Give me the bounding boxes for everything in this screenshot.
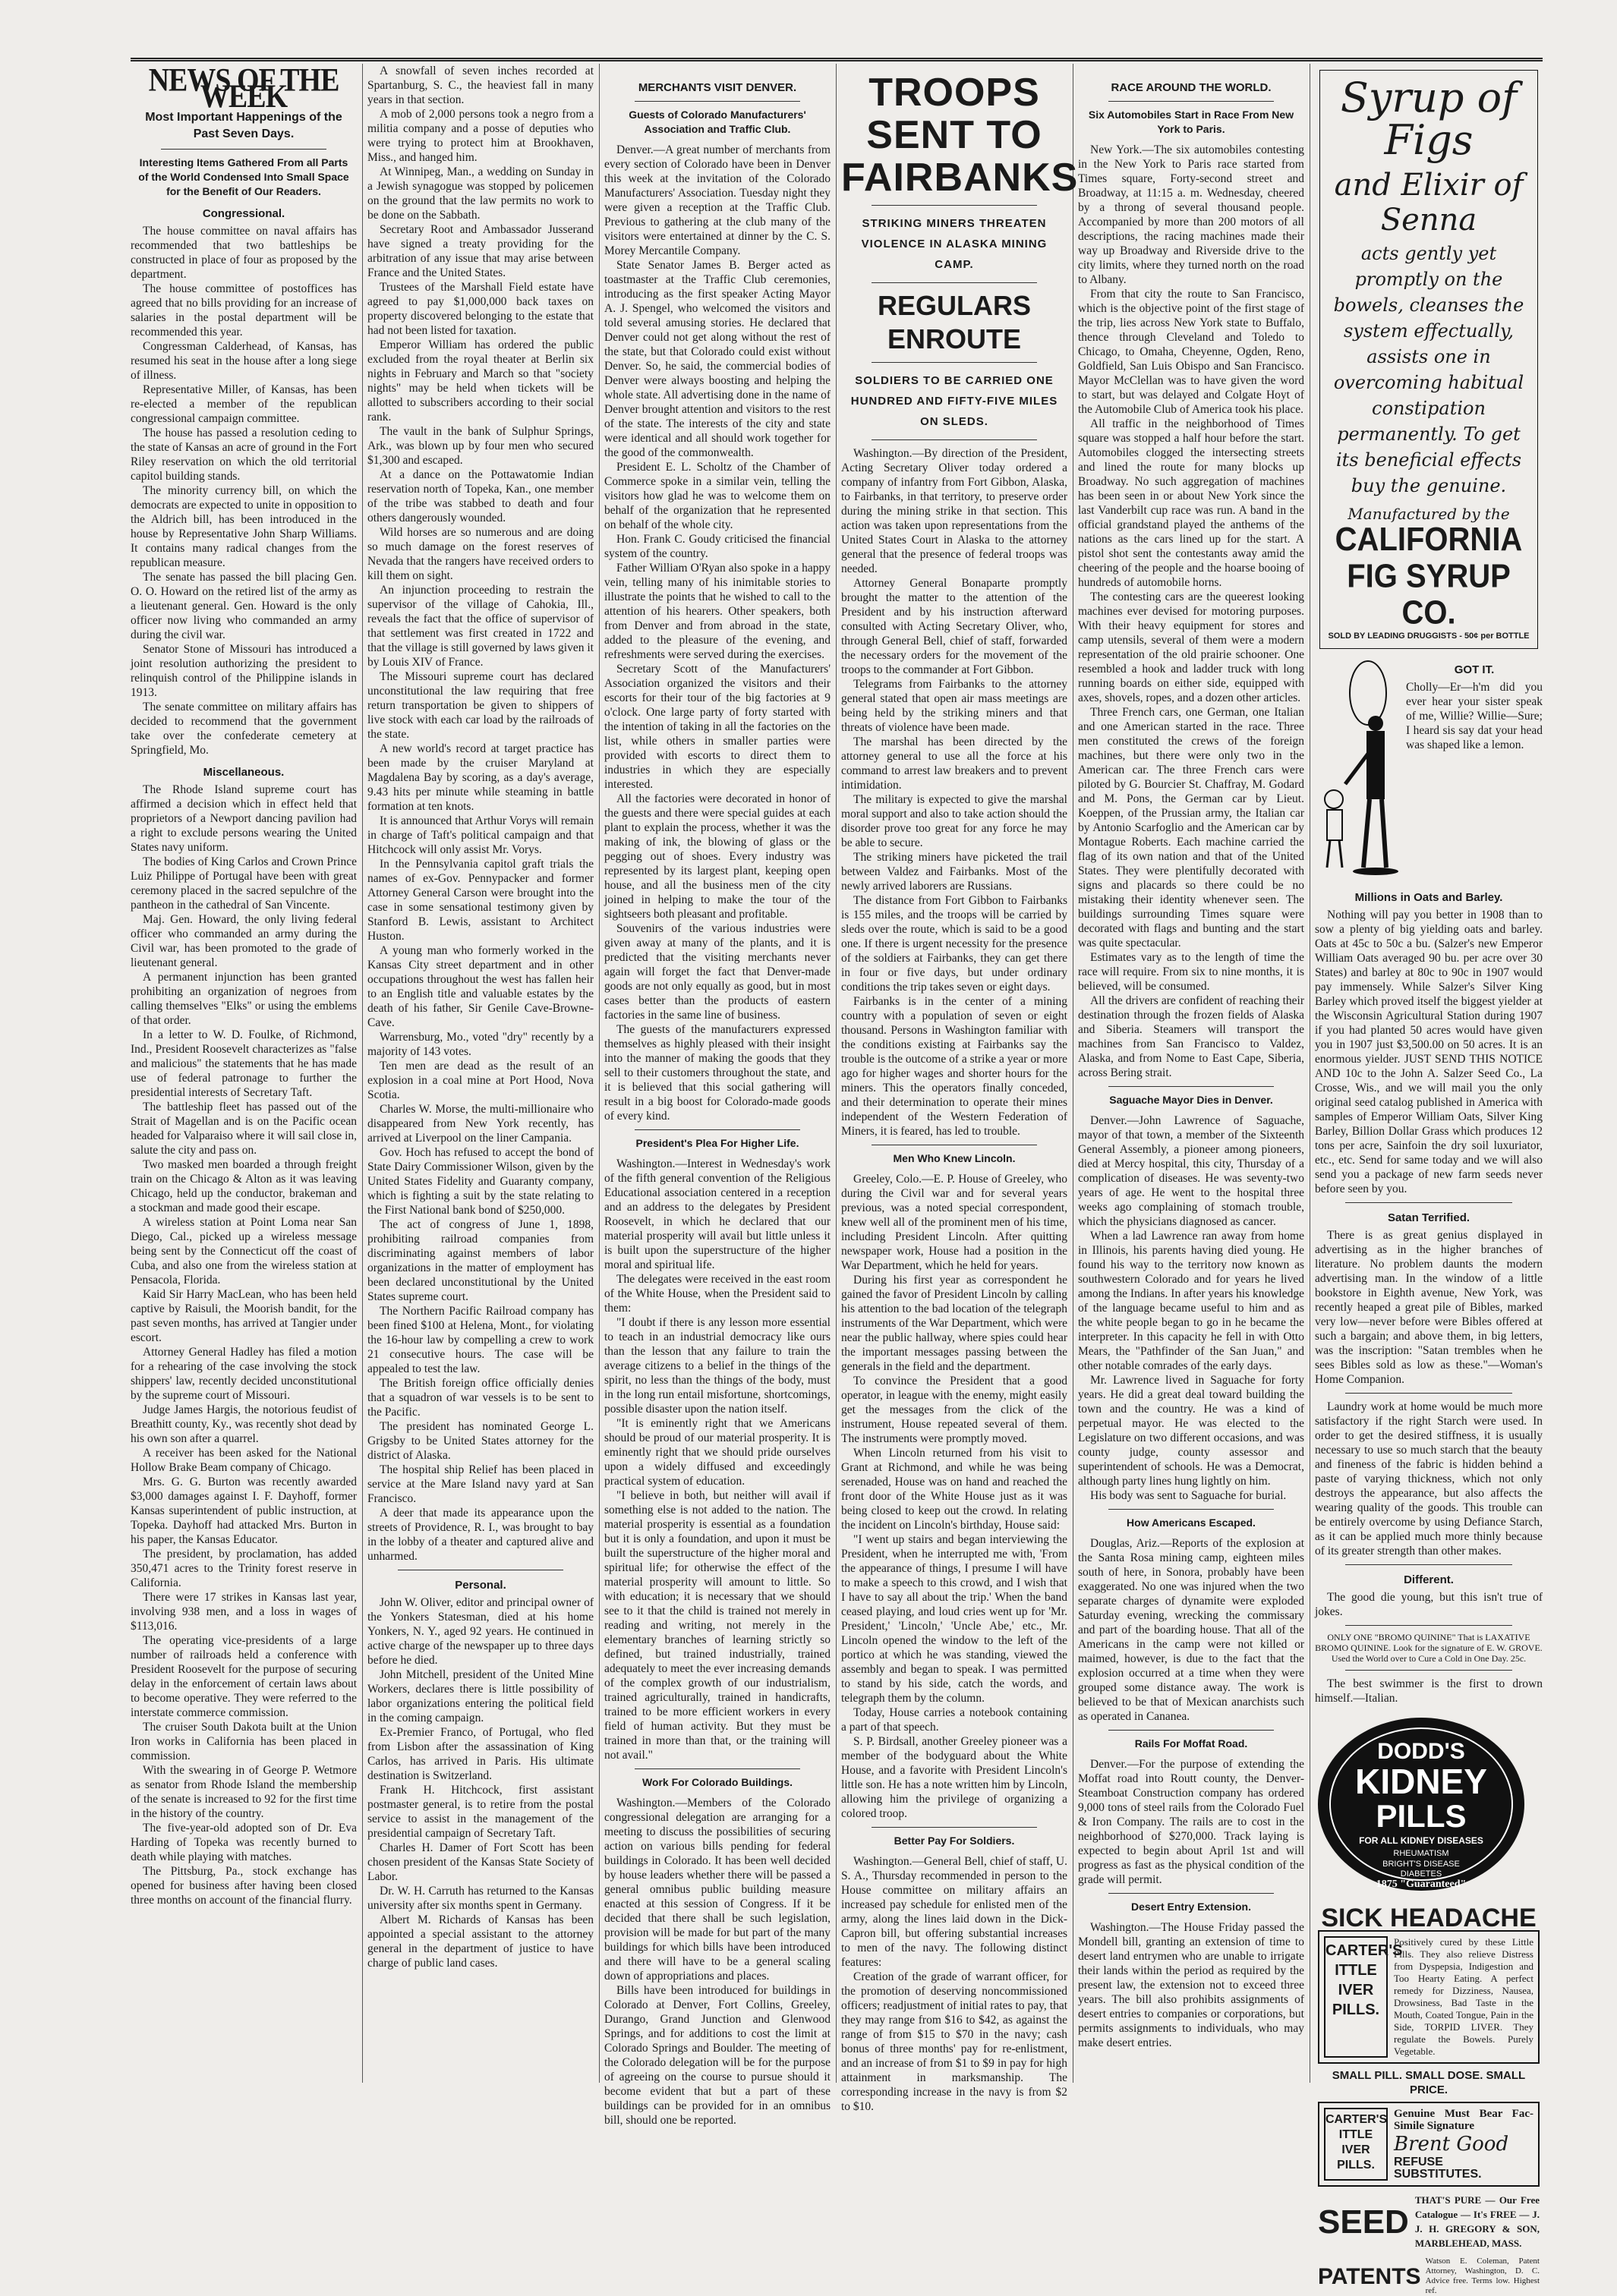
column-advertisements bbox=[1315, 64, 1543, 2295]
article-paragraph: To convince the President that a good operator, in league with the enemy, might easily get the messages from the click of the instrument, House repeated several of them. The instruments were promptly moved. bbox=[841, 1375, 1067, 1445]
divider bbox=[872, 439, 1037, 440]
divider bbox=[872, 205, 1037, 206]
article-paragraph: Albert M. Richards of Kansas has been appointed a special assistant to the attorney general in the department of justice to have charge of public land cases. bbox=[367, 1913, 594, 1970]
column-rule bbox=[599, 64, 600, 2083]
divider bbox=[872, 1827, 1037, 1828]
divider bbox=[1108, 1509, 1274, 1510]
ad-body: Manufactured by the bbox=[1348, 505, 1510, 523]
article-paragraph: Frank H. Hitchcock, first assistant postmaster general, is to retire from the postal service to assist in the management of the presidential campaign of Secretary Taft. bbox=[367, 1784, 594, 1840]
article-subhead: Guests of Colorado Manufacturers' Association and Traffic Club. bbox=[629, 109, 806, 135]
article-paragraph: Charles W. Morse, the multi-millionaire who disappeared from New York recently, has arrived at Liverpool on the liner Campania. bbox=[367, 1103, 594, 1145]
divider bbox=[635, 1129, 800, 1130]
article-paragraph: Three French cars, one German, one Italian and one American started in the race. Three men constituted the crews of the foreign machines, but there were only two in the American car. The three French cars were piloted by G. Bourcier St. Chaffray, M. Godard and M. Pons, the German car by Lieut. Koeppen, of the Prussian army, the Italian car by Antonio Scarfoglio and the American car by Montague Roberts. Each machine carried the flag of its own nation and that of the United States. They were plentifully decorated with signs and placards so there could be no mistaking their identity whenever seen. The buildings surrounding Times square were decorated with flags and bunting and the start was quite spectacular. bbox=[1078, 706, 1304, 950]
article-paragraph: Two masked men boarded a through freight train on the Chicago & Alton as it was leaving Chicago, held up the conductor, brakeman and a stockman and made good their escape. bbox=[131, 1158, 357, 1214]
article-paragraph: The president has nominated George L. Grigsby to be United States attorney for the district of Alaska. bbox=[367, 1420, 594, 1462]
article-paragraph: Emperor William has ordered the public excluded from the royal theater at Berlin six nights in February and March so that "society nights" may be held when tickets will be allotted to subscribers according to their social rank. bbox=[367, 339, 594, 424]
top-rule bbox=[131, 58, 1543, 61]
article-paragraph: John W. Oliver, editor and principal owner of the Yonkers Statesman, died at his home Yonkers, N. Y., aged 92 years. He continued in active charge of the newspaper up to three days before he died. bbox=[367, 1596, 594, 1667]
article-paragraph: The senate has passed the bill placing Gen. O. O. Howard on the retired list of the army as a lieutenant general. Gen. Howard is the only officer now living who commanded an army during the civil war. bbox=[131, 571, 357, 641]
sick-headache-ad-title: SICK HEADACHE bbox=[1321, 1904, 1537, 1932]
divider bbox=[635, 1768, 800, 1769]
article-paragraph: Greeley, Colo.—E. P. House of Greeley, who during the Civil war and for several years previous, was a noted special correspondent, knew well all of the prominent men of his time, including President Lincoln. After quitting newspaper work, House had a position in the War Department, which he held for years. bbox=[841, 1173, 1067, 1272]
ad-title: and Elixir of Senna bbox=[1334, 168, 1524, 238]
divider bbox=[1345, 1393, 1512, 1394]
article-paragraph: "It is eminently right that we Americans should be proud of our material prosperity. It is eminently right that we should pride ourselves upon a widely diffused and exceedingly practical system of education. bbox=[604, 1417, 831, 1488]
article-paragraph: A receiver has been asked for the National Hollow Brake Beam company of Chicago. bbox=[131, 1447, 357, 1474]
article-paragraph: The British foreign office officially denies that a squadron of war vessels is to be sent to the Pacific. bbox=[367, 1377, 594, 1419]
article-paragraph: A permanent injunction has been granted prohibiting an organization of negroes from calling themselves "Elks" or using the emblems of that order. bbox=[131, 971, 357, 1027]
article-paragraph: The hospital ship Relief has been placed in service at the Mare Island navy yard at San Francisco. bbox=[367, 1463, 594, 1505]
article-paragraph: The Northern Pacific Railroad company has been fined $100 at Helena, Mont., for violating the 16-hour law by compelling a crew to work 21 consecutive hours. The case will be appealed to test the law. bbox=[367, 1305, 594, 1375]
carters-pills-ad bbox=[1318, 1930, 1540, 2064]
article-paragraph: The marshal has been directed by the attorney general to use all the force at his command to arrest law breakers and to prevent intimidation. bbox=[841, 735, 1067, 792]
article-headline: Better Pay For Soldiers. bbox=[894, 1835, 1015, 1847]
article-paragraph: The distance from Fort Gibbon to Fairbanks is 155 miles, and the troops will be carried by sleds over the route, which is said to be a good one. If there is urgent necessity for the presence of the soldiers at Fairbanks, they can get there in four or five days, but under ordinary conditions the trip takes seven or eight days. bbox=[841, 894, 1067, 994]
article-paragraph: A snowfall of seven inches recorded at Spartanburg, S. C., the heaviest fall in many years in that section. bbox=[367, 65, 594, 106]
article-headline: Millions in Oats and Barley. bbox=[1354, 891, 1503, 904]
article-paragraph: Washington.—By direction of the President, Acting Secretary Oliver today ordered a company of infantry from Fort Gibbon, Alaska, to Fairbanks, in that territory, to preserve order during the mining strike in that section. This action was taken upon representations from the United States Court in Alaska to the attorney general that the presence of federal troops was needed. bbox=[841, 447, 1067, 575]
article-paragraph: "I went up stairs and began interviewing the President, when he interrupted me with, 'From the appearance of things, I presume I will have to make a speech to this crowd, and I wish that I have to say all about the trip.' When the band ceased playing, and loud cries went up for 'Mr. President,' 'Lincoln,' 'Uncle Abe,' etc., Mr. Lincoln opened the window to the left of the portico at which he was standing, viewed the assembly and began to speak. I was permitted to stand by his side, catch the words, and telegraph them by the column. bbox=[841, 1533, 1067, 1705]
article-paragraph: Kaid Sir Harry MacLean, who has been held captive by Raisuli, the Moorish bandit, for the past seven months, has arrived at Tangier under escort. bbox=[131, 1288, 357, 1344]
article-paragraph: The act of congress of June 1, 1898, prohibiting railroad companies from discriminating against members of labor organizations in the matter of employment has been declared unconstitutional by the United States supreme court. bbox=[367, 1218, 594, 1303]
newspaper-page bbox=[131, 49, 1543, 2295]
article-paragraph: Charles H. Damer of Fort Scott has been chosen president of the Kansas State Society of Labor. bbox=[367, 1841, 594, 1883]
article-paragraph: Secretary Scott of the Manufacturers' Association organized the visitors and their escorts for their tour of the big factories at 9 o'clock. One large party of forty started with the intention of taking in all the factories on the list, while others in smaller parties were provided with escorts to direct them to industries in which they are especially interested. bbox=[604, 663, 831, 791]
dodds-kidney-pills-ad bbox=[1315, 1713, 1527, 1895]
article-paragraph: Trustees of the Marshall Field estate have agreed to pay $1,000,000 back taxes on property discovered belonging to the estate that had not been listed for taxation. bbox=[367, 281, 594, 337]
divider bbox=[1108, 101, 1274, 102]
patents-ad bbox=[1318, 2257, 1540, 2296]
carters-logo: CARTER'S ITTLE IVER PILLS. bbox=[1324, 1936, 1388, 2058]
article-paragraph: Maj. Gen. Howard, the only living federal officer who commanded an army during the Civil war, has been promoted to the grade of lieutenant general. bbox=[131, 913, 357, 969]
article-paragraph: All the drivers are confident of reaching their destination through the frozen fields of Alaska and Siberia. Steamers will transport the machines from San Francisco to Valdez, Alaska, and from Nome to East Cape, Siberia, across Bering strait. bbox=[1078, 994, 1304, 1079]
article-subhead: Six Automobiles Start in Race From New York to Paris. bbox=[1088, 109, 1294, 135]
article-paragraph: A young man who formerly worked in the Kansas City street department and in other occupations throughout the west has fallen heir to an English title and valuable estates by the death of his father, Sir Genile Cave-Browne-Cave. bbox=[367, 944, 594, 1029]
section-heading: Congressional. bbox=[202, 207, 285, 220]
article-paragraph: The house has passed a resolution ceding to the state of Kansas an acre of ground in the Fort Riley reservation on which the old territorial capitol building stands. bbox=[131, 427, 357, 483]
article-paragraph: Laundry work at home would be much more satisfactory if the right Starch were used. In order to get the desired stiffness, it is usually necessary to use so much starch that the beauty and fineness of the fabric is hidden behind a paste of varying thickness, which not only destroys the appearance, but also affects the wearing quality of the goods. This trouble can be entirely overcome by using Defiance Starch, as it can be applied much more thinly because of its greater strength than other makes. bbox=[1315, 1400, 1543, 1557]
article-headline: Desert Entry Extension. bbox=[1131, 1901, 1251, 1913]
article-headline: Men Who Knew Lincoln. bbox=[893, 1152, 1016, 1164]
article-paragraph: All traffic in the neighborhood of Times square was stopped a half hour before the start. Automobiles clogged the intersecting streets and lined the route for many blocks up Broadway. No such aggregation of machines has been seen in or about New York since the last Vanderbilt cup race was run. A band in the official grandstand played the anthems of the nations as the cars lined up for the start. A pistol shot sent the contestants away amid the cheering of the people and the hoarse booing of hundreds of automobile horns. bbox=[1078, 417, 1304, 589]
article-paragraph: Denver.—John Lawrence of Saguache, mayor of that town, a member of the Sixteenth General Assembly, a pioneer among pioneers, died at Mercy hospital, this city, Thursday of a complication of diseases. He was seventy-two years of age. He went to the hospital three weeks ago complaining of stomach trouble, which the physicians diagnosed as cancer. bbox=[1078, 1114, 1304, 1228]
article-paragraph: Ten men are dead as the result of an explosion in a coal mine at Port Hood, Nova Scotia. bbox=[367, 1060, 594, 1101]
divider bbox=[1345, 1564, 1512, 1565]
article-paragraph: Attorney General Hadley has filed a motion for a rehearing of the case involving the stock shippers' law, recently decided unconstitutional by the supreme court of Missouri. bbox=[131, 1346, 357, 1402]
divider bbox=[872, 362, 1037, 363]
article-paragraph: Washington.—Members of the Colorado congressional delegation are arranging for a meeting to discuss the possibilities of securing action on various bills pending for federal buildings in Colorado. It has been well decided by house leaders whether there will be passed a general omnibus public building measure enacted at this session of Congress. If it be decided that there shall be such legislation, provision will be made for but part of the many buildings for which bills have been introduced and there will have to be a general scaling down of appropriations and places. bbox=[604, 1797, 831, 1983]
article-paragraph: Secretary Root and Ambassador Jusserand have signed a treaty providing for the arbitration of any issue that may arise between France and the United States. bbox=[367, 223, 594, 279]
carters-signature-ad bbox=[1318, 2102, 1540, 2187]
article-paragraph: When a lad Lawrence ran away from home in Illinois, his parents having died young. He found his way to the territory now known as southwestern Colorado and for years he lived among the Indians. In after years his knowledge of the language became useful to him and as the white people began to go in he became the interpreter. In this capacity he fell in with Otto Mears, the "Pathfinder of the San Juan," and other notable comrades of the early days. bbox=[1078, 1230, 1304, 1372]
article-paragraph: Estimates vary as to the length of time the race will require. From six to nine months, it is believed, will be consumed. bbox=[1078, 951, 1304, 993]
article-paragraph: Souvenirs of the various industries were given away at many of the plants, and it is predicted that the visiting merchants never again will forget the fact that Denver-made goods are not only equally as good, but in most cases better than the products of eastern factories in the same line of business. bbox=[604, 922, 831, 1022]
column-5 bbox=[1078, 64, 1304, 2083]
article-headline: Saguache Mayor Dies in Denver. bbox=[1109, 1094, 1273, 1106]
refuse-text: REFUSE SUBSTITUTES. bbox=[1394, 2156, 1482, 2181]
ad-title: Syrup of Figs bbox=[1340, 74, 1518, 164]
article-paragraph: Representative Miller, of Kansas, has been re-elected a member of the republican congressional campaign committee. bbox=[131, 383, 357, 425]
article-paragraph: State Senator James B. Berger acted as toastmaster at the Traffic Club ceremonies, introducing as the first speaker Acting Mayor A. J. Spengel, who welcomed the visitors and told several amusing stories. He declared that Denver could not get along without the rest of the state, but that Colorado could exist without Denver. So, he said, the commercial bodies of Denver were always boosting and helping the whole state. All advertising done in the name of Denver brought attention and visitors to the rest of the state. The interests of the city and state were identical and all should work together for the good of the commonwealth. bbox=[604, 259, 831, 459]
article-paragraph: The guests of the manufacturers expressed themselves as highly pleased with their insight into the manner of making the goods that they sell to their customers throughout the state, and it is believed that this social gathering will result in a big boost for Colorado-made goods of every kind. bbox=[604, 1023, 831, 1123]
cartoon-caption: Cholly—Er—h'm did you ever hear your sister speak of me, Willie? Willie—Sure; I heard sis say dat your head was shaped like a lemon. bbox=[1406, 681, 1543, 751]
article-paragraph: Mr. Lawrence lived in Saguache for forty years. He did a great deal toward building the town and the country. He was a kind of perpetual mayor. He was elected to the Legislature on two different occasions, and was county judge, county assessor and superintendent of schools. He was a Democrat, although party lines hung lightly on him. bbox=[1078, 1374, 1304, 1488]
seed-ad bbox=[1318, 2193, 1540, 2250]
article-paragraph: His body was sent to Saguache for burial. bbox=[1090, 1489, 1287, 1502]
article-subhead: SOLDIERS TO BE CARRIED ONE HUNDRED AND FIFTY-FIVE MILES ON SLEDS. bbox=[850, 374, 1058, 428]
article-paragraph: It is announced that Arthur Vorys will remain in charge of Taft's political campaign and that Hitchcock will only assist Mr. Vorys. bbox=[367, 814, 594, 856]
divider bbox=[872, 282, 1037, 283]
article-paragraph: The house committee on naval affairs has recommended that two battleships be constructed in place of four as proposed by the department. bbox=[131, 225, 357, 281]
article-paragraph: With the swearing in of George P. Wetmore as senator from Rhode Island the membership of the senate is increased to 92 for the first time in the history of the country. bbox=[131, 1764, 357, 1820]
article-headline: RACE AROUND THE WORLD. bbox=[1111, 81, 1272, 94]
cartoon-title: GOT IT. bbox=[1454, 663, 1495, 676]
cartoon-illustration-icon bbox=[1315, 655, 1406, 883]
dodds-brand: DODD'S bbox=[1377, 1739, 1465, 1764]
article-paragraph: Warrensburg, Mo., voted "dry" recently by a majority of 143 votes. bbox=[367, 1031, 594, 1058]
article-paragraph: In the Pennsylvania capitol graft trials the names of ex-Gov. Pennypacker and former Attorney General Carson were brought into the case in some sensational testimony given by Stanford B. Lewis, assistant to Architect Huston. bbox=[367, 858, 594, 943]
article-headline: How Americans Escaped. bbox=[1127, 1516, 1256, 1529]
article-paragraph: The cruiser South Dakota built at the Union Iron works in California has been placed in commission. bbox=[131, 1721, 357, 1762]
signature: Brent Good bbox=[1394, 2133, 1509, 2156]
article-paragraph: "I believe in both, but neither will avail if something else is not added to the nation. The material prosperity is essential as a foundation but it is only a foundation, and upon it must be built the superstructure of the higher moral and spiritual life; for otherwise the effect of the material prosperity will amount to little. So with education; it is necessary that we should see to it that the child is trained not merely in reading and writing, not merely in the elementary branches of learning strictly so defined, but trained industrially, trained adequately to meet the ever increasing demands of the complex growth of our industrialism, trained agriculturally, trained in handicrafts, trained to be more efficient workers in every field of human activity. But they must be trained in more than that, or the training will not avail." bbox=[604, 1489, 831, 1762]
article-paragraph: Douglas, Ariz.—Reports of the explosion at the Santa Rosa mining camp, eighteen miles south of here, in Sonora, probably have been exaggerated. No one was injured when the two separate charges of dynamite were exploded Saturday evening, wrecking the commissary and part of the boarding house. That all of the Americans in the camp were not killed or maimed, however, is due to the fact that the explosion occurred at a time when they were grouped some distance away. The work is believed to be that of Mexican anarchists such as operated in Cananea. bbox=[1078, 1537, 1304, 1723]
dodds-kidney-label: KIDNEY bbox=[1355, 1762, 1487, 1801]
divider bbox=[1345, 1670, 1512, 1671]
article-paragraph: John Mitchell, president of the United Mine Workers, declares there is little possibility of labor organizations entering the political field in the coming campaign. bbox=[367, 1668, 594, 1724]
dodds-guarantee: 1875 "Guaranteed" bbox=[1376, 1879, 1467, 1890]
divider bbox=[1108, 1730, 1274, 1731]
article-paragraph: Dr. W. H. Carruth has returned to the Kansas university after six months spent in Germany. bbox=[367, 1885, 594, 1912]
article-paragraph: An injunction proceeding to restrain the supervisor of the village of Cahokia, Ill., reveals the fact that the office of supervisor of that settlement was first created in 1722 and that the village is still governed by laws given it by Louis XIV of France. bbox=[367, 584, 594, 669]
divider bbox=[1345, 1625, 1512, 1626]
article-paragraph: Wild horses are so numerous and are doing so much damage on the forest reserves of Nevada that the rangers have received orders to kill them on sight. bbox=[367, 526, 594, 582]
article-paragraph: At a dance on the Pottawatomie Indian reservation north of Topeka, Kan., one member of the tribe was stabbed to death and four others dangerously wounded. bbox=[367, 468, 594, 524]
deck: Interesting Items Gathered From all Parts of the World Condensed Into Small Space for the Benefit of Our Readers. bbox=[138, 156, 349, 197]
article-paragraph: The striking miners have picketed the trail between Valdez and Fairbanks. Most of the newly arrived laborers are Russians. bbox=[841, 851, 1067, 893]
article-paragraph: The house committee of postoffices has agreed that no bills providing for an increase of salaries in the postal department will be recommended this year. bbox=[131, 282, 357, 339]
column-3 bbox=[604, 64, 831, 2127]
article-headline: President's Plea For Higher Life. bbox=[635, 1137, 799, 1149]
article-paragraph: The senate committee on military affairs has decided to recommend that the government take over the confederate cemetery at Springfield, Mo. bbox=[131, 701, 357, 757]
seed-title: SEED bbox=[1318, 2203, 1409, 2241]
article-paragraph: Senator Stone of Missouri has introduced a joint resolution authorizing the president to relinquish control of the Philippine islands in 1913. bbox=[131, 643, 357, 699]
article-paragraph: Nothing will pay you better in 1908 than to sow a plenty of big yielding oats and barley. Oats at 45c to 50c a bu. (Salzer's new Emperor William Oats averaged 90 bu. per acre over 30 States) and barley at 80c to 90c in 1907 would pay immensely. While Salzer's Silver King Barley which proved itself the biggest yielder at the Wisconsin Agricultural Station during 1907 if you had planted 50 acres would have given you in 1907 just $3,500.00 on 50 acres. It is an enormous yielder. JUST SEND THIS NOTICE AND 10c to the John A. Salzer Seed Co., La Crosse, Wis., and we will mail you the only original seed catalog published in America with samples of Emperor William Oats, Silver King Barley, Billion Dollar Grass which produces 12 tons per acre, Sainfoin the dry soil luxuriator, etc., etc. Send for same today and we will also send you a package of new farm seeds never before seen by you. bbox=[1315, 909, 1543, 1195]
article-paragraph: The good die young, but this isn't true of jokes. bbox=[1315, 1591, 1543, 1618]
article-paragraph: A new world's record at target practice has been made by the cruiser Maryland at Magdalena Bay by scoring, as a day's average, 9.43 hits per minute while steaming in battle formation at ten knots. bbox=[367, 742, 594, 813]
section-heading: Miscellaneous. bbox=[203, 766, 285, 779]
article-paragraph: The contesting cars are the queerest looking machines ever devised for motoring purposes. With their heavy equipment for stores and camp utensils, several of them were a modern representation of the old prairie schooner. One resembled a hook and ladder truck with long running boards on either side, equipped with axes, shovels, ropes, and a dozen other articles. bbox=[1078, 591, 1304, 704]
article-paragraph: Gov. Hoch has refused to accept the bond of State Dairy Commissioner Wilson, given by the United States Fidelity and Guaranty company, which is fighting a suit by the state relating to the First National bank bond of $250,000. bbox=[367, 1146, 594, 1217]
article-headline: MERCHANTS VISIT DENVER. bbox=[638, 81, 797, 94]
article-paragraph: Ex-Premier Franco, of Portugal, who fled from Lisbon after the assassination of King Carlos, has arrived in Paris. His ultimate destination is Switzerland. bbox=[367, 1726, 594, 1782]
article-paragraph: The five-year-old adopted son of Dr. Eva Harding of Topeka was recently burned to death while playing with matches. bbox=[131, 1822, 357, 1863]
article-paragraph: The delegates were received in the east room of the White House, when the President said to them: bbox=[604, 1273, 831, 1315]
seed-text: THAT'S PURE — Our Free Catalogue — It's FREE — J. J. H. GREGORY & SON, MARBLEHEAD, MASS. bbox=[1414, 2194, 1540, 2249]
article-headline: Work For Colorado Buildings. bbox=[641, 1776, 793, 1788]
article-paragraph: President E. L. Scholtz of the Chamber of Commerce spoke in a similar vein, telling the visitors how glad he was to welcome them on behalf of the organization that he represented on behalf of the whole city. bbox=[604, 461, 831, 531]
article-paragraph: When Lincoln returned from his visit to Grant at Richmond, and while he was being serenaded, House was on hand and reached the front door of the White House just as it was being closed to keep out the crowd. In relating the incident on Lincoln's birthday, House said: bbox=[841, 1447, 1067, 1532]
cartoon-got-it bbox=[1315, 655, 1543, 883]
dodds-pills-label: PILLS bbox=[1376, 1798, 1467, 1834]
article-paragraph: Creation of the grade of warrant officer, for the promotion of deserving noncommissioned officers; readjustment of initial rates to pay, that they may range from $16 to $42, as against the range of from $15 to $70 in the navy; cash bonus of three months' pay for re-enlistment, and an increase of from $1 to $9 in pay for high attainment in marksmanship. The corresponding increase in the navy is from $2 to $10. bbox=[841, 1970, 1067, 2113]
article-paragraph: All the factories were decorated in honor of the guests and there were special guides at each plant to explain the process, whether it was the making of ink, the blowing of glass or the pegging out of shoes. Every industry was represented by its largest plant, keeping open house, and all the business men of the city joined in helping to make the tour of the sightseers both pleasant and profitable. bbox=[604, 792, 831, 921]
article-paragraph: A deer that made its appearance upon the streets of Providence, R. I., was brought to bay in the lobby of a theater and captured alive and unharmed. bbox=[367, 1507, 594, 1563]
article-paragraph: The Missouri supreme court has declared unconstitutional the law requiring that free return transportation be given to shippers of live stock with each car load by the railroads of the state. bbox=[367, 670, 594, 741]
article-paragraph: Washington.—Interest in Wednesday's work of the fifth general convention of the Religious Educational association centered in a reception and an address to the delegates by President Roosevelt, in which he declared that our material prosperity will avail but little unless it is built upon the superstructure of the higher moral and spiritual life. bbox=[604, 1157, 831, 1271]
article-paragraph: A wireless station at Point Loma near San Diego, Cal., picked up a wireless message being sent by the Connecticut off the coast of Cuba, and also one from the wireless station at Pensacola, Florida. bbox=[131, 1216, 357, 1287]
article-paragraph: S. P. Birdsall, another Greeley pioneer was a member of the bodyguard about the White House, and a favorite with President Lincoln's little son. He has a note written him by Lincoln, allowing him the privilege of organizing a colored troop. bbox=[841, 1735, 1067, 1820]
ad-footer: SOLD BY LEADING DRUGGISTS - 50¢ per BOTTLE bbox=[1328, 631, 1530, 641]
column-4 bbox=[841, 64, 1079, 2113]
article-headline: Satan Terrified. bbox=[1387, 1211, 1470, 1224]
article-paragraph: Washington.—General Bell, chief of staff, U. S. A., Thursday recommended in person to the House committee on military affairs an increased pay schedule for enlisted men of the army, along the lines laid down in the Dick-Capron bill, but offering substantial increases to men of the navy. The following distinct features: bbox=[841, 1855, 1067, 1969]
article-paragraph: Denver.—For the purpose of extending the Moffat road into Routt county, the Denver-Steamboat Construction company has ordered 9,000 tons of steel rails from the Colorado Fuel & Iron Company. The rails are to cost in the neighborhood of $270,000. Track laying is expected to begin about April 1st and will progress as fast as the physical condition of the grade will permit. bbox=[1078, 1758, 1304, 1886]
article-paragraph: Washington.—The House Friday passed the Mondell bill, granting an extension of time to desert land entrymen who are unable to irrigate their lands within the period as required by the present law, the extension not to exceed three years. The bill also prohibits assignments of desert entries to companies or corporations, but permits assignments to individuals, who may make desert entries. bbox=[1078, 1921, 1304, 2049]
ad-brand: CALIFORNIA FIG SYRUP CO. bbox=[1335, 521, 1523, 631]
patents-text: Watson E. Coleman, Patent Attorney, Washington, D. C. Advice free. Terms low. Highest ref. bbox=[1425, 2257, 1540, 2295]
article-paragraph: The Pittsburg, Pa., stock exchange has opened for business after having been closed three months on account of the financial flurry. bbox=[131, 1865, 357, 1907]
article-paragraph: The battleship fleet has passed out of the Strait of Magellan and is on the Pacific ocean headed for Valparaiso where it will sail close in, salute the city and pass on. bbox=[131, 1101, 357, 1157]
divider bbox=[1108, 1086, 1274, 1087]
divider bbox=[1345, 1202, 1512, 1203]
article-paragraph: The bodies of King Carlos and Crown Prince Luiz Philippe of Portugal have been with great ceremony placed in the sacred sepulchre of the pantheon in the cathedral of San Vincente. bbox=[131, 855, 357, 912]
article-paragraph: A mob of 2,000 persons took a negro from a militia company and a posse of deputies who were trying to protect him at Brookhaven, Miss., and hanged him. bbox=[367, 108, 594, 164]
article-paragraph: Today, House carries a notebook containing a part of that speech. bbox=[841, 1706, 1067, 1734]
article-paragraph: The military is expected to give the marshal moral support and also to take action should the disorder prove too great for any force he may be able to secure. bbox=[841, 793, 1067, 849]
dodds-brights: BRIGHT'S DISEASE bbox=[1382, 1860, 1460, 1869]
section-heading: Personal. bbox=[455, 1579, 506, 1592]
article-headline: TROOPS SENT TO FAIRBANKS bbox=[841, 71, 1079, 200]
article-paragraph: "I doubt if there is any lesson more essential to teach in an industrial democracy like ours than the lesson that any failure to train the average citizens to a belief in the things of the spirit, no less than the things of the body, must in the long run entail misfortune, shortcomings, possible disaster upon the nation itself. bbox=[604, 1316, 831, 1416]
column-news-of-the-week bbox=[131, 61, 357, 2083]
subtitle: Most Important Happenings of the Past Seven Days. bbox=[145, 111, 342, 140]
article-headline: Rails For Moffat Road. bbox=[1134, 1737, 1248, 1750]
carters-text: Positively cured by these Little Pills. They also relieve Distress from Dyspepsia, Indigestion and Too Hearty Eating. A perfect remedy for Dizziness, Nausea, Drowsiness, Bad Taste in the Mouth, Coated Tongue, Pain in the Side, TORPID LIVER. They regulate the Bowels. Purely Vegetable. bbox=[1394, 1936, 1533, 2057]
article-paragraph: Mrs. G. G. Burton was recently awarded $3,000 damages against I. F. Dayhoff, former Kansas superintendent of public instruction, at Topeka. Dayhoff had attacked Mrs. Burton in his paper, the Kansas Educator. bbox=[131, 1476, 357, 1546]
column-rule bbox=[362, 64, 363, 2083]
article-paragraph: Denver.—A great number of merchants from every section of Colorado have been in Denver this week at the invitation of the Colorado Manufacturers' Association. Tuesday night they were given a reception at the Traffic Club. Previous to gathering at the club many of the visitors were entertained at dinner by the C. S. Morey Mercantile Company. bbox=[604, 143, 831, 257]
divider bbox=[1108, 1893, 1274, 1894]
article-paragraph: The vault in the bank of Sulphur Springs, Ark., was blown up by four men who secured $1,300 and escaped. bbox=[367, 425, 594, 467]
article-paragraph: The Rhode Island supreme court has affirmed a decision which in effect held that proprietors of a Newport dancing pavilion had a right to exclude persons wearing the United States navy uniform. bbox=[131, 783, 357, 854]
article-subhead: STRIKING MINERS THREATEN VIOLENCE IN ALASKA MINING CAMP. bbox=[861, 217, 1048, 271]
page-title: NEWS OF THE WEEK bbox=[148, 61, 339, 115]
column-2 bbox=[367, 64, 594, 2083]
article-paragraph: During his first year as correspondent he gained the favor of President Lincoln by calling his attention to the bad location of the telegraph instruments of the War Department, which were near the public hallway, where spies could hear the important messages passing between the generals in the field and the department. bbox=[841, 1274, 1067, 1373]
article-paragraph: There were 17 strikes in Kansas last year, involving 938 men, and a loss in wages of $113,016. bbox=[131, 1591, 357, 1633]
divider bbox=[161, 149, 326, 150]
column-rule bbox=[836, 64, 837, 2083]
syrup-of-figs-ad bbox=[1319, 70, 1538, 649]
article-paragraph: Judge James Hargis, the notorious feudist of Breathitt county, Ky., was recently shot dead by his own son after a quarrel. bbox=[131, 1403, 357, 1445]
article-paragraph: Fairbanks is in the center of a mining country with a population of seven or eight thousand. Persons in Washington familiar with the conditions existing at Fairbanks say the trouble is the outcome of a strike a year or more ago for higher wages and shorter hours for the miners. This the operators finally conceded, and their determination to operate their mines independent of the Western Federation of Miners, it is feared, has led to trouble. bbox=[841, 995, 1067, 1138]
bromo-quinine-ad: ONLY ONE "BROMO QUININE" That is LAXATIVE BROMO QUININE. Look for the signature of E. W. GROVE. Used the World over to Cure a Cold in One Day. 25c. bbox=[1315, 1632, 1543, 1664]
dodds-tagline: FOR ALL KIDNEY DISEASES bbox=[1359, 1835, 1483, 1846]
article-paragraph: From that city the route to San Francisco, which is the objective point of the first stage of the trip, lies across New York state to Buffalo, thence through Cleveland and Toledo to Chicago, to Omaha, Cheyenne, Ogden, Reno, Goldfield, San Luis Obispo and San Francisco. Mayor McClellan was to have given the word to start, but was delayed and Colgate Hoyt of the Automobile Club of America took his place. bbox=[1078, 288, 1304, 416]
dodds-rheumatism: RHEUMATISM bbox=[1393, 1849, 1449, 1858]
dodds-diabetes: DIABETES bbox=[1400, 1869, 1442, 1879]
article-paragraph: The minority currency bill, on which the democrats are expected to unite in opposition to the Aldrich bill, has been introduced in the house by Representative John Sharp Williams. It contains many radical changes from the republican measure. bbox=[131, 484, 357, 569]
divider bbox=[635, 101, 800, 102]
article-paragraph: Attorney General Bonaparte promptly brought the matter to the attention of the President and by his instruction afterward consulted with Acting Secretary Oliver, who, through General Bell, chief of staff, forwarded the necessary orders for the movement of the troops to the commander at Fort Gibbon. bbox=[841, 577, 1067, 676]
article-paragraph: There is as great genius displayed in advertising as in the higher branches of literature. No problem daunts the modern advertising man. In the window of a little bookstore in Eighth avenue, New York, was recently heaped a great pile of Bibles, marked very low—never before were Bibles offered at such a bargain; and above them, in big letters, was the inscription: "Satan trembles when he sees Bibles sold as low as these."—Woman's Home Companion. bbox=[1315, 1229, 1543, 1386]
article-paragraph: Congressman Calderhead, of Kansas, has resumed his seat in the house after a long siege of illness. bbox=[131, 340, 357, 382]
article-paragraph: New York.—The six automobiles contesting in the New York to Paris race started from Times square, Forty-second street and Broadway, at 11:15 a. m. Wednesday, cheered by a throng of several thousand people. Accompanied by more than 200 motors of all descriptions, the racing machines made their way up Broadway and Riverside drive to the city limits, where they turned north on the road to Albany. bbox=[1078, 143, 1304, 286]
genuine-text: Genuine Must Bear Fac-Simile Signature bbox=[1394, 2108, 1533, 2132]
article-paragraph: The best swimmer is the first to drown himself.—Italian. bbox=[1315, 1677, 1543, 1705]
article-paragraph: The operating vice-presidents of a large number of railroads held a conference with President Roosevelt for the purpose of securing delay in the enforcement of certain laws about to become operative. They were referred to the interstate commerce commission. bbox=[131, 1634, 357, 1719]
article-paragraph: Hon. Frank C. Goudy criticised the financial system of the country. bbox=[604, 533, 831, 560]
article-paragraph: Bills have been introduced for buildings in Colorado at Denver, Fort Collins, Greeley, Durango, Grand Junction and Glenwood Springs, and for additions to cost the limit at Colorado Springs and Boulder. The meeting of the Colorado delegation will be for the purpose of agreeing on the course to pursue should it become evident that but a part of these buildings can be provided for in an omnibus bill, should one be reported. bbox=[604, 1984, 831, 2127]
carters-logo: CARTER'S ITTLE IVER PILLS. bbox=[1324, 2108, 1388, 2181]
article-paragraph: Telegrams from Fairbanks to the attorney general stated that open air mass meetings are being held by the striking miners and that threats of violence have been made. bbox=[841, 678, 1067, 734]
carters-slogan: SMALL PILL. SMALL DOSE. SMALL PRICE. bbox=[1332, 2069, 1526, 2096]
article-paragraph: Father William O'Ryan also spoke in a happy vein, telling many of his inimitable stories to illustrate the points that he wished to call to the attention of his hearers. Other speakers, both from Denver and from abroad in the state, added to the pleasure of the evening, and refreshments were served during the exercises. bbox=[604, 562, 831, 661]
ad-body: acts gently yet promptly on the bowels, cleanses the system effectually, assists one in overcoming habitual constipation permanently. To get its beneficial effects buy the genuine. bbox=[1333, 243, 1524, 496]
article-paragraph: In a letter to W. D. Foulke, of Richmond, Ind., President Roosevelt characterizes as "false and malicious" the statements that he has made use of federal patronage to further the presidential interests of Secretary Taft. bbox=[131, 1028, 357, 1099]
article-headline: REGULARS ENROUTE bbox=[877, 290, 1031, 354]
article-paragraph: The president, by proclamation, has added 350,471 acres to the Trinity forest reserve in California. bbox=[131, 1548, 357, 1589]
article-headline: Different. bbox=[1404, 1573, 1454, 1586]
patents-title: PATENTS bbox=[1318, 2263, 1421, 2289]
article-paragraph: At Winnipeg, Man., a wedding on Sunday in a Jewish synagogue was stopped by policemen on the ground that the law permits no work to be done on the Sabbath. bbox=[367, 165, 594, 222]
